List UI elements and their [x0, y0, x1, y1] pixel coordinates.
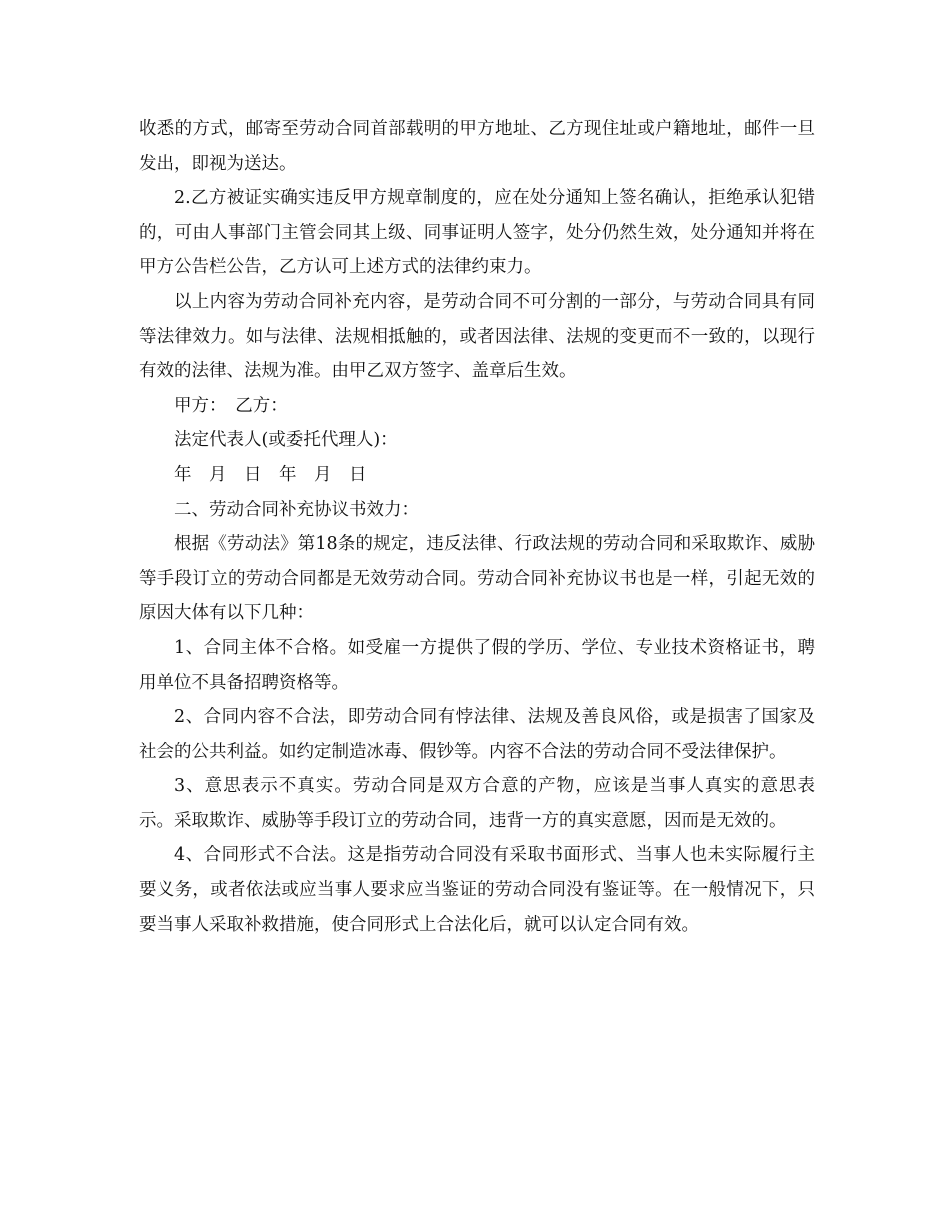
paragraph-supplement-statement: 以上内容为劳动合同补充内容，是劳动合同不可分割的一部分，与劳动合同具有同等法律效力。如与法律、法规相抵触的，或者因法律、法规的变更而不一致的，以现行有效的法律、法规为准。由甲乙双方签字、盖章后生效。 [139, 291, 815, 382]
list-item-2: 2、合同内容不合法，即劳动合同有悖法律、法规及善良风俗，或是损害了国家及社会的公共利益。如约定制造冰毒、假钞等。内容不合法的劳动合同不受法律保护。 [139, 707, 815, 762]
date-line: 年 月 日 年 月 日 [174, 464, 367, 485]
paragraph-labor-law: 根据《劳动法》第18条的规定，违反法律、行政法规的劳动合同和采取欺诈、威胁等手段订立的劳动合同都是无效劳动合同。劳动合同补充协议书也是一样，引起无效的原因大体有以下几种： [139, 534, 815, 624]
signature-parties-line: 甲方： 乙方： [174, 395, 288, 416]
section-heading-validity: 二、劳动合同补充协议书效力： [174, 499, 419, 520]
list-item-3: 3、意思表示不真实。劳动合同是双方合意的产物，应该是当事人真实的意思表示。采取欺诈、威胁等手段订立的劳动合同，违背一方的真实意愿，因而是无效的。 [139, 776, 815, 831]
document-body [139, 112, 815, 942]
legal-representative-line: 法定代表人(或委托代理人)： [174, 430, 398, 451]
paragraph-continuation: 收悉的方式，邮寄至劳动合同首部载明的甲方地址、乙方现住址或户籍地址，邮件一旦发出，即视为送达。 [139, 119, 815, 174]
paragraph-item-2: 2.乙方被证实确实违反甲方规章制度的，应在处分通知上签名确认，拒绝承认犯错的，可由人事部门主管会同其上级、同事证明人签字，处分仍然生效，处分通知并将在甲方公告栏公告，乙方认可上述方式的法律约束力。 [139, 188, 815, 278]
list-item-4: 4、合同形式不合法。这是指劳动合同没有采取书面形式、当事人也未实际履行主要义务，或者依法或应当事人要求应当鉴证的劳动合同没有鉴证等。在一般情况下，只要当事人采取补救措施，使合同形式上合法化后，就可以认定合同有效。 [139, 845, 815, 935]
list-item-1: 1、合同主体不合格。如受雇一方提供了假的学历、学位、专业技术资格证书，聘用单位不具备招聘资格等。 [139, 637, 815, 693]
